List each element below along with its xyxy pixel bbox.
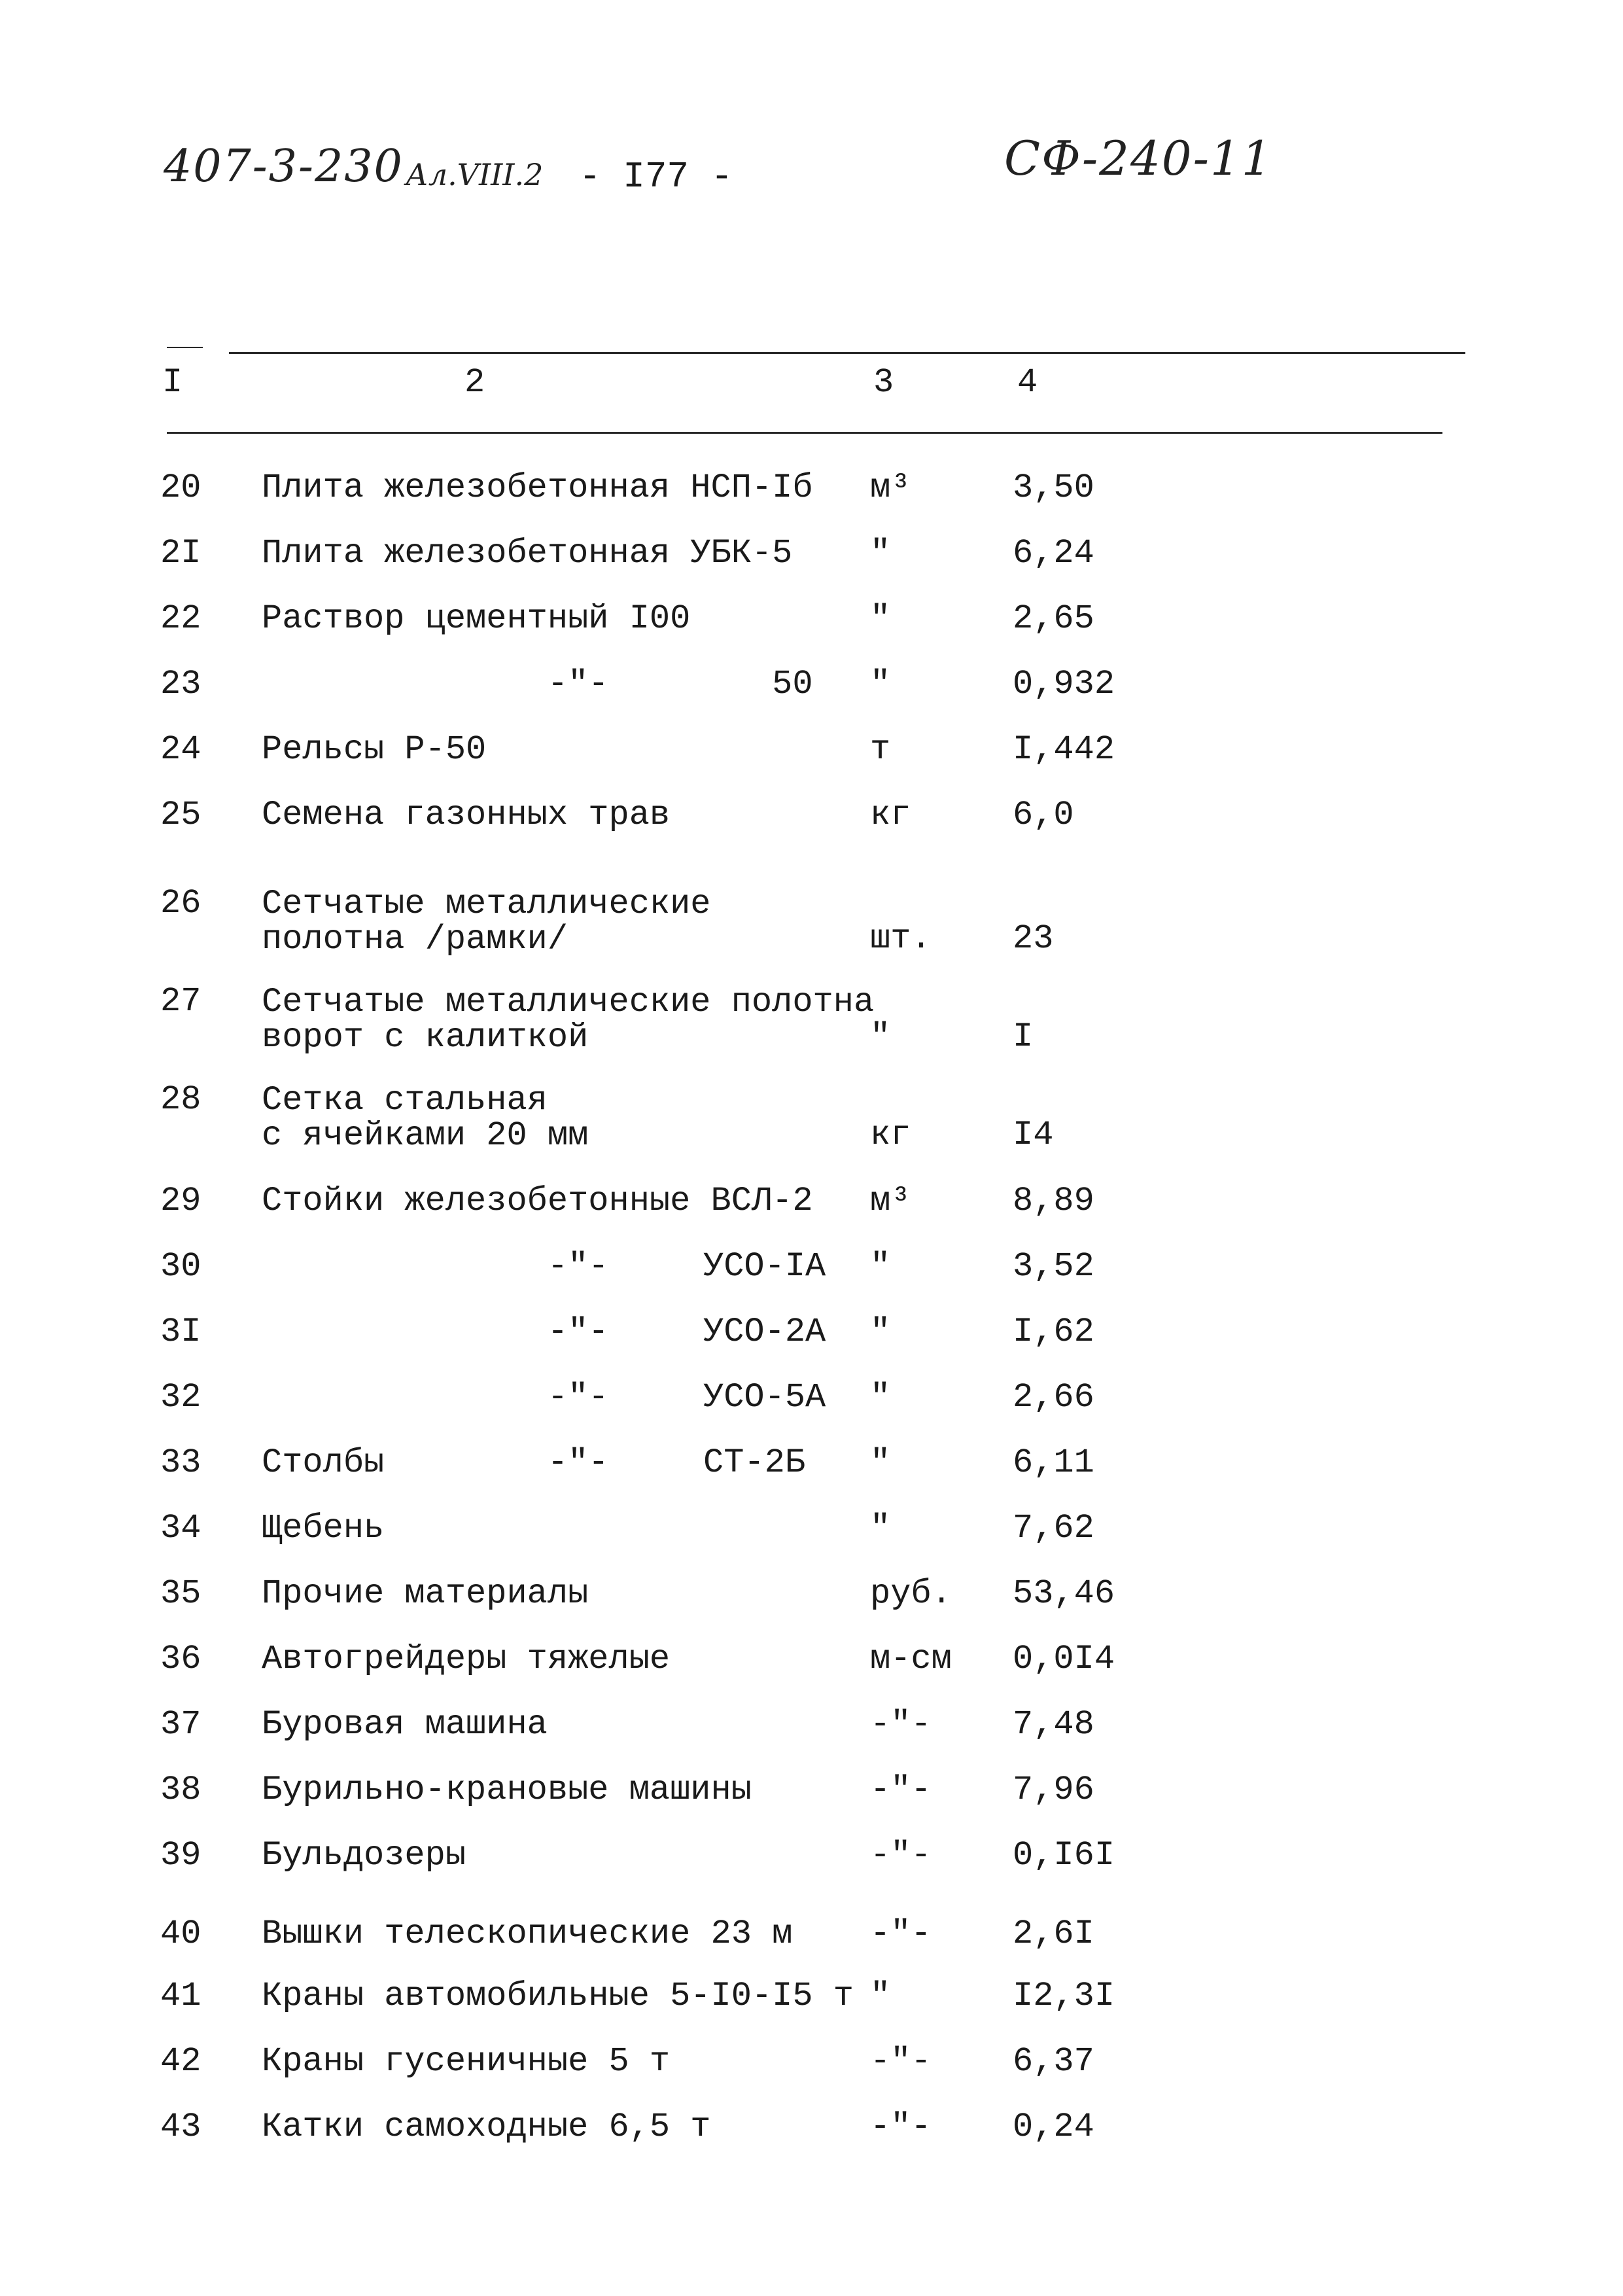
row-name: Бульдозеры (262, 1836, 466, 1875)
row-model: УСО-5А (703, 1378, 826, 1417)
row-number: 30 (160, 1247, 201, 1286)
row-name: Столбы -"- (262, 1443, 609, 1482)
column-header-1: I (162, 363, 183, 402)
row-value: 7,48 (1013, 1705, 1094, 1744)
row-unit: -"- (870, 2108, 932, 2146)
row-model: УСО-IА (703, 1247, 826, 1286)
row-value: 0,932 (1013, 665, 1115, 703)
sheet-number: Ал.VIII.2 (406, 157, 544, 192)
row-value: 3,52 (1013, 1247, 1094, 1286)
row-number: 41 (160, 1977, 201, 2015)
row-value: 6,37 (1013, 2042, 1094, 2081)
row-unit: " (870, 599, 891, 638)
row-value: 0,24 (1013, 2108, 1094, 2146)
row-number: 26 (160, 884, 201, 923)
row-name: Рельсы Р-50 (262, 730, 487, 769)
row-unit: шт. (870, 919, 932, 958)
row-number: 23 (160, 665, 201, 703)
row-name: -"- (262, 1378, 609, 1417)
row-name: Автогрейдеры тяжелые (262, 1640, 671, 1678)
row-unit: " (870, 1977, 891, 2015)
row-unit: т (870, 730, 891, 769)
rule-header-bottom (167, 432, 1442, 434)
row-name: Краны автомобильные 5-I0-I5 т (262, 1977, 854, 2015)
row-value: I4 (1013, 1116, 1054, 1154)
row-unit: " (870, 1247, 891, 1286)
row-number: 37 (160, 1705, 201, 1744)
row-number: 24 (160, 730, 201, 769)
row-number: 42 (160, 2042, 201, 2081)
row-value: I,62 (1013, 1313, 1094, 1351)
row-number: 43 (160, 2108, 201, 2146)
row-unit: " (870, 1378, 891, 1417)
row-model: УСО-2А (703, 1313, 826, 1351)
row-number: 29 (160, 1182, 201, 1220)
row-value: 23 (1013, 919, 1054, 958)
row-name: Раствор цементный I00 (262, 599, 691, 638)
row-value: 6,11 (1013, 1443, 1094, 1482)
row-number: 36 (160, 1640, 201, 1678)
row-number: 35 (160, 1574, 201, 1613)
row-name: -"- 50 (262, 665, 813, 703)
row-number: 32 (160, 1378, 201, 1417)
column-header-4: 4 (1017, 363, 1038, 402)
row-value: 53,46 (1013, 1574, 1115, 1613)
row-unit: " (870, 534, 891, 573)
row-name: Стойки железобетонные ВСЛ-2 (262, 1182, 813, 1220)
row-value: 2,66 (1013, 1378, 1094, 1417)
row-value: 7,96 (1013, 1771, 1094, 1809)
rule-top (229, 352, 1465, 354)
row-unit: м³ (870, 468, 911, 507)
row-number: 38 (160, 1771, 201, 1809)
row-unit: м-см (870, 1640, 952, 1678)
row-unit: -"- (870, 2042, 932, 2081)
row-unit: -"- (870, 1836, 932, 1875)
row-name: Бурильно-крановые машины (262, 1771, 752, 1809)
row-number: 34 (160, 1509, 201, 1547)
row-number: 33 (160, 1443, 201, 1482)
row-name: -"- (262, 1313, 609, 1351)
row-unit: м³ (870, 1182, 911, 1220)
row-name: Семена газонных трав (262, 796, 671, 834)
row-value: 6,0 (1013, 796, 1074, 834)
rule-top-short (167, 347, 203, 348)
row-value: 7,62 (1013, 1509, 1094, 1547)
row-name: Щебень (262, 1509, 385, 1547)
row-unit: кг (870, 1116, 911, 1154)
row-value: I2,3I (1013, 1977, 1115, 2015)
row-name: Краны гусеничные 5 т (262, 2042, 671, 2081)
row-number: 28 (160, 1080, 201, 1119)
series-code: СФ-240-11 (1004, 131, 1273, 186)
row-number: 27 (160, 982, 201, 1021)
row-unit: кг (870, 796, 911, 834)
row-unit: " (870, 665, 891, 703)
row-name: Вышки телескопические 23 м (262, 1915, 793, 1953)
row-unit: " (870, 1313, 891, 1351)
column-header-2: 2 (464, 363, 485, 402)
row-name: Плита железобетонная УБК-5 (262, 534, 793, 573)
row-value: I,442 (1013, 730, 1115, 769)
page-number: - I77 - (579, 156, 733, 198)
row-value: 6,24 (1013, 534, 1094, 573)
row-number: 2I (160, 534, 201, 573)
column-header-3: 3 (873, 363, 894, 402)
row-unit: -"- (870, 1915, 932, 1953)
row-name: Катки самоходные 6,5 т (262, 2108, 711, 2146)
row-number: 40 (160, 1915, 201, 1953)
row-number: 20 (160, 468, 201, 507)
row-unit: -"- (870, 1771, 932, 1809)
row-number: 3I (160, 1313, 201, 1351)
row-value: 2,65 (1013, 599, 1094, 638)
row-unit: " (870, 1509, 891, 1547)
row-number: 22 (160, 599, 201, 638)
row-value: I (1013, 1017, 1034, 1056)
row-number: 39 (160, 1836, 201, 1875)
row-name: -"- (262, 1247, 609, 1286)
row-unit: -"- (870, 1705, 932, 1744)
row-value: 2,6I (1013, 1915, 1094, 1953)
row-unit: " (870, 1017, 891, 1056)
row-value: 0,0I4 (1013, 1640, 1115, 1678)
row-name: Прочие материалы (262, 1574, 589, 1613)
row-value: 0,I6I (1013, 1836, 1115, 1875)
row-number: 25 (160, 796, 201, 834)
row-value: 3,50 (1013, 468, 1094, 507)
row-name: Сетчатые металлические полотна /рамки/ (262, 885, 711, 959)
row-name: Сетка стальная с ячейками 20 мм (262, 1081, 589, 1155)
row-model: СТ-2Б (703, 1443, 806, 1482)
doc-code: 407-3-230 (164, 141, 404, 192)
row-name: Буровая машина (262, 1705, 548, 1744)
row-unit: руб. (870, 1574, 952, 1613)
row-name: Плита железобетонная НСП-Iб (262, 468, 813, 507)
row-name: Сетчатые металлические полотна ворот с калиткой (262, 983, 875, 1057)
row-value: 8,89 (1013, 1182, 1094, 1220)
row-unit: " (870, 1443, 891, 1482)
